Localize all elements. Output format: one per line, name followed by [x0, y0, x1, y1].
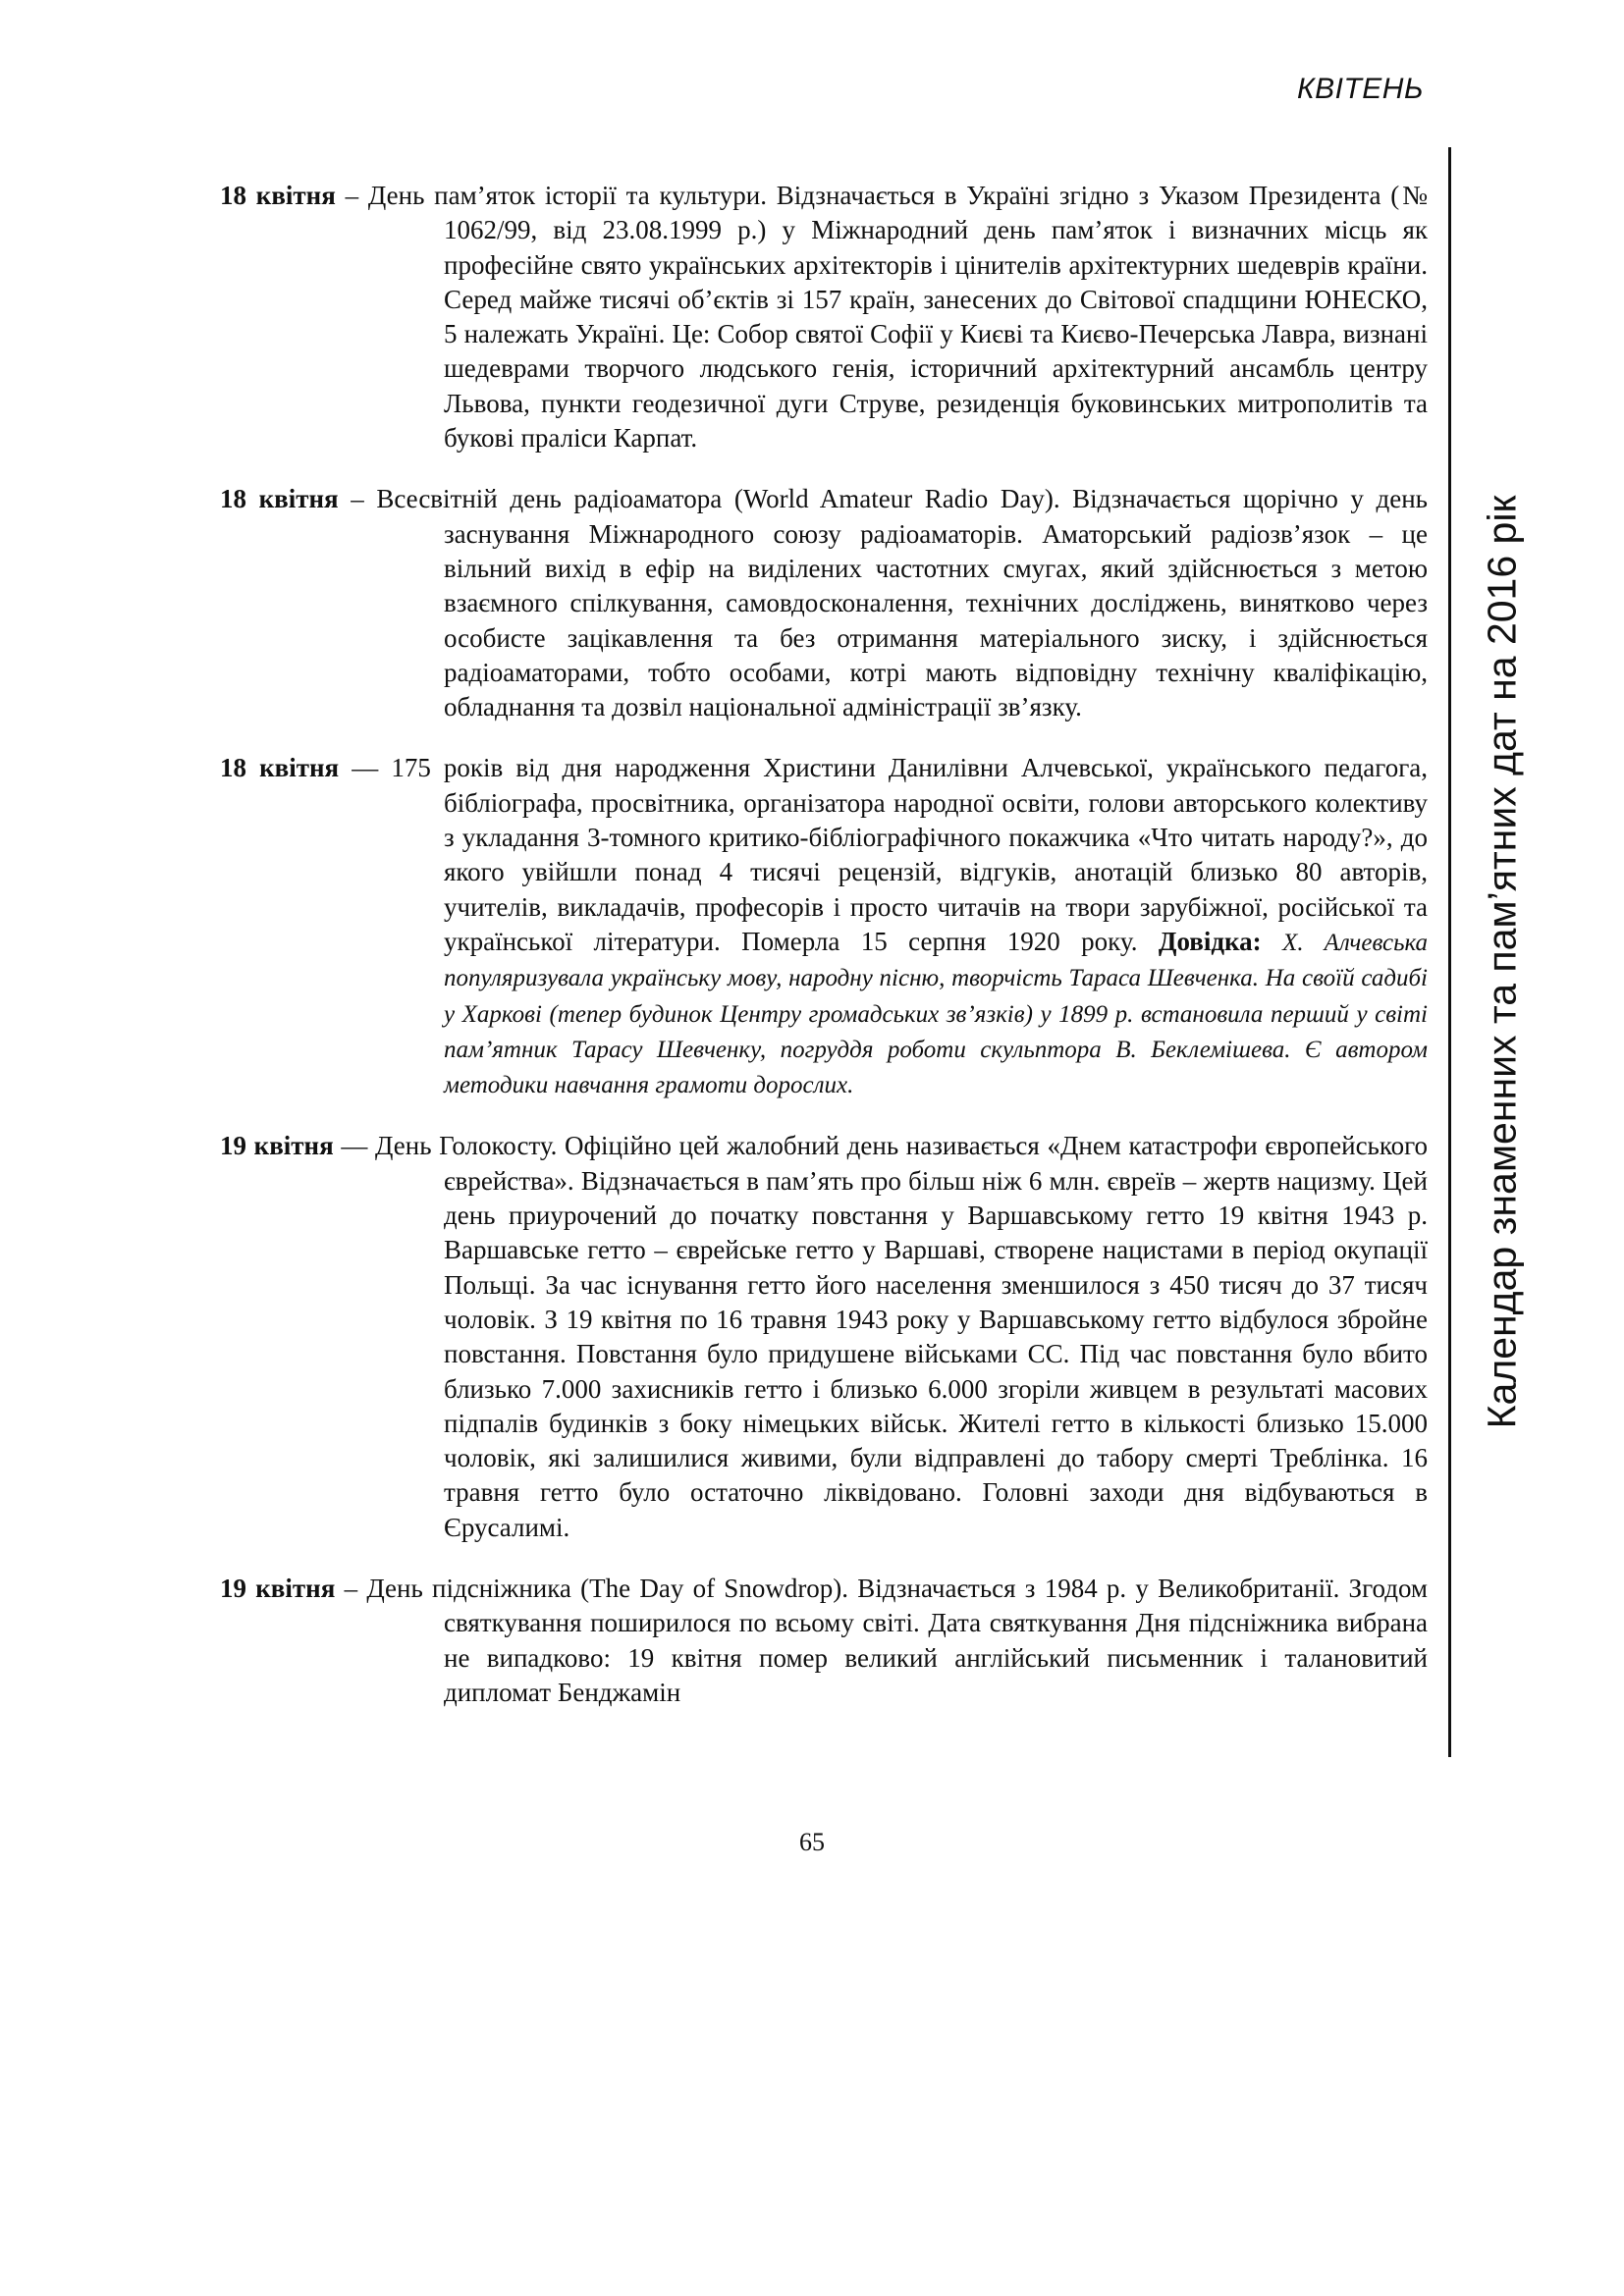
- running-header-month: КВІТЕНЬ: [1296, 73, 1424, 105]
- reference-note: Х. Алчевська популяризувала українську мову, народну пісню, творчість Тараса Шевченка. На своїй садибі у Харкові (тепер будинок Центру громадських зв’язків) у 1899 р. встановила перший у світі пам’ятник Тарасу Шевченку, погруддя роботи скульптора В. Беклемішева. Є автором методики навчання грамоти дорослих.: [444, 929, 1429, 1099]
- entry-dash: –: [344, 1573, 358, 1603]
- entry-holocaust-day: [220, 1129, 1428, 1545]
- entry-heritage-day: [220, 179, 1428, 455]
- entry-text: День Голокосту. Офіційно цей жалобний день називається «Днем катастрофи європейського єврейства». Відзначається в пам’ять про більш ніж 6 млн. євреїв – жертв нацизму. Цей день приурочений до початку повстання у Варшавському гетто 19 квітня 1943 р. Варшавське гетто – єврейське гетто у Варшаві, створене нацистами в період окупації Польщі. За час існування гетто його населення зменшилося з 450 тисяч до 37 тисяч чоловік. З 19 квітня по 16 травня 1943 року у Варшавському гетто відбулося збройне повстання. Повстання було придушене військами СС. Під час повстання було вбито близько 7.000 захисників гетто і близько 6.000 згоріли живцем в результаті масових підпалів будинків з боку німецьких військ. Жителі гетто в кількості близько 15.000 чоловік, які залишилися живими, були відправлені до табору смерті Треблінка. 16 травня гетто було остаточно ліквідовано. Головні заходи дня відбуваються в Єрусалимі.: [375, 1131, 1429, 1542]
- entry-date: 18 квітня: [220, 753, 340, 783]
- entry-dash: –: [345, 181, 359, 210]
- entry-text: Всесвітній день радіоаматора (World Amateur Radio Day). Відзначається щорічно у день заснування Міжнародного союзу радіоаматорів. Аматорський радіозв’язок – це вільний вихід в ефір на виділених частотних смугах, який здійснюється з метою взаємного спілкування, самовдосконалення, технічних досліджень, винятково через особисте зацікавлення та без отримання матеріального зиску, і здійснюється радіоаматорами, тобто особами, котрі мають відповідну технічну кваліфікацію, обладнання та дозвіл національної адміністрації зв’язку.: [376, 484, 1428, 722]
- entry-dash: —: [352, 753, 379, 783]
- entry-text: День підсніжника (The Day of Snowdrop). Відзначається з 1984 р. у Великобританії. Згодом святкування поширилося по всьому світі. Дата святкування Дня підсніжника вибрана не випадково: 19 квітня помер великий англійський письменник і талановитий дипломат Бенджамін: [366, 1573, 1429, 1707]
- entry-date: 19 квітня: [220, 1573, 336, 1603]
- entry-dash: —: [341, 1131, 368, 1161]
- entry-date: 18 квітня: [220, 484, 339, 514]
- page-number: 65: [799, 1828, 825, 1856]
- entry-dash: –: [351, 484, 364, 514]
- page-body: [220, 152, 1428, 1715]
- side-book-title: Календар знаменних та пам’ятних дат на 2016 рік: [1479, 495, 1525, 1429]
- side-vertical-rule: [1448, 147, 1451, 1757]
- entry-text: День пам’яток історії та культури. Відзначається в Україні згідно з Указом Президента (№ 1062/99, від 23.08.1999 р.) у Міжнародний день пам’яток і визначних місць як професійне свято українських архітекторів і цінителів архітектурних шедеврів країни. Серед майже тисячі об’єктів зі 157 країн, занесених до Світової спадщини ЮНЕСКО, 5 належать Україні. Це: Собор святої Софії у Києві та Києво-Печерська Лавра, визнані шедеврами творчого людського генія, історичний архітектурний ансамбль центру Львова, пункти геодезичної дуги Струве, резиденція буковинських митрополитів та букові праліси Карпат.: [367, 181, 1429, 454]
- entry-date: 18 квітня: [220, 181, 336, 210]
- entry-text: 175 років від дня народження Христини Данилівни Алчевської, українського педагога, бібліографа, просвітника, організатора народної освіти, голови авторського колективу з укладання 3-томного критико-бібліографічного покажчика «Что читать народу?», до якого увійшли понад 4 тисячі рецензій, відгуків, анотацій близько 80 авторів, учителів, викладачів, професорів і просто читачів на твори зарубіжної, російської та української літератури. Померла 15 серпня 1920 року.: [391, 753, 1428, 956]
- entry-date: 19 квітня: [220, 1131, 334, 1161]
- reference-label: Довідка:: [1158, 926, 1262, 956]
- entry-alchevska-anniversary: [220, 751, 1428, 1102]
- entry-radio-amateur-day: [220, 482, 1428, 724]
- entry-snowdrop-day: [220, 1572, 1428, 1710]
